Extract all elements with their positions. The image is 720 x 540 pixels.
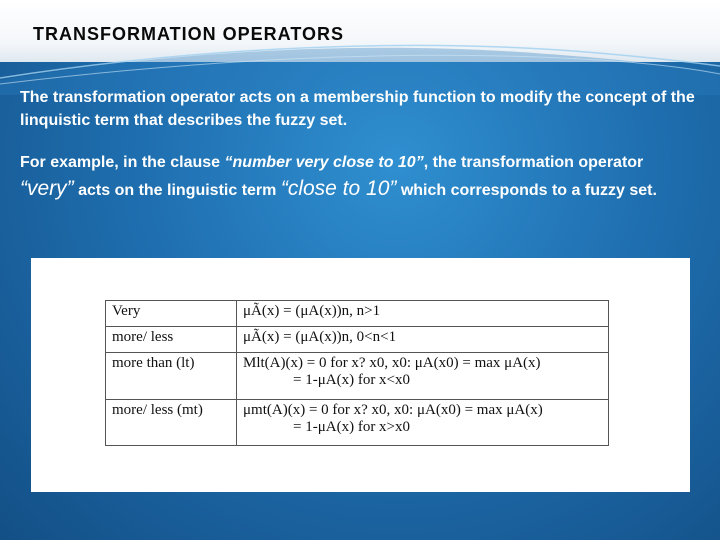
table-row <box>106 353 609 399</box>
operator-name: more than (lt) <box>106 353 237 399</box>
operator-formula <box>237 353 609 399</box>
operator-name: more/ less <box>106 327 237 353</box>
formula-text-continued: = 1-μA(x) for x>x0 <box>293 418 411 435</box>
operator-name: Very <box>106 301 237 327</box>
example-clause: “number very close to 10” <box>224 154 424 171</box>
formula-text: μÃ(x) = (μA(x))n, n>1 <box>243 303 381 319</box>
example-text-2: , the transformation operator <box>423 154 644 171</box>
example-term: “close to 10” <box>280 177 397 200</box>
table-row <box>106 327 609 353</box>
formula-text: μmt(A)(x) = 0 for x? x0, x0: μA(x0) = max μA(x) <box>243 401 543 418</box>
formula-text: Mlt(A)(x) = 0 for x? x0, x0: μA(x0) = max μA(x) <box>243 355 541 372</box>
operator-name: more/ less (mt) <box>106 399 237 445</box>
table-row <box>106 301 609 327</box>
page-title: TRANSFORMATION OPERATORS <box>33 24 344 44</box>
formula-text: μÃ(x) = (μA(x))n, 0<n<1 <box>243 329 397 346</box>
paragraph-example <box>20 150 700 204</box>
paragraph-intro: The transformation operator acts on a membership function to modify the concept of the linquistic term that describes the fuzzy set. <box>20 89 695 129</box>
operator-formula <box>237 327 609 353</box>
example-text-4: which corresponds to a fuzzy set. <box>396 182 657 199</box>
formula-text-continued: = 1-μA(x) for x<x0 <box>293 372 411 389</box>
example-operator: “very” <box>20 177 74 200</box>
operator-formula <box>237 399 609 445</box>
operators-table <box>105 300 609 446</box>
operator-formula <box>237 301 609 327</box>
decorative-wave <box>0 0 720 95</box>
example-text-1: For example, in the clause <box>20 154 225 171</box>
table-row <box>106 399 609 445</box>
example-text-3: acts on the linguistic term <box>73 182 281 199</box>
